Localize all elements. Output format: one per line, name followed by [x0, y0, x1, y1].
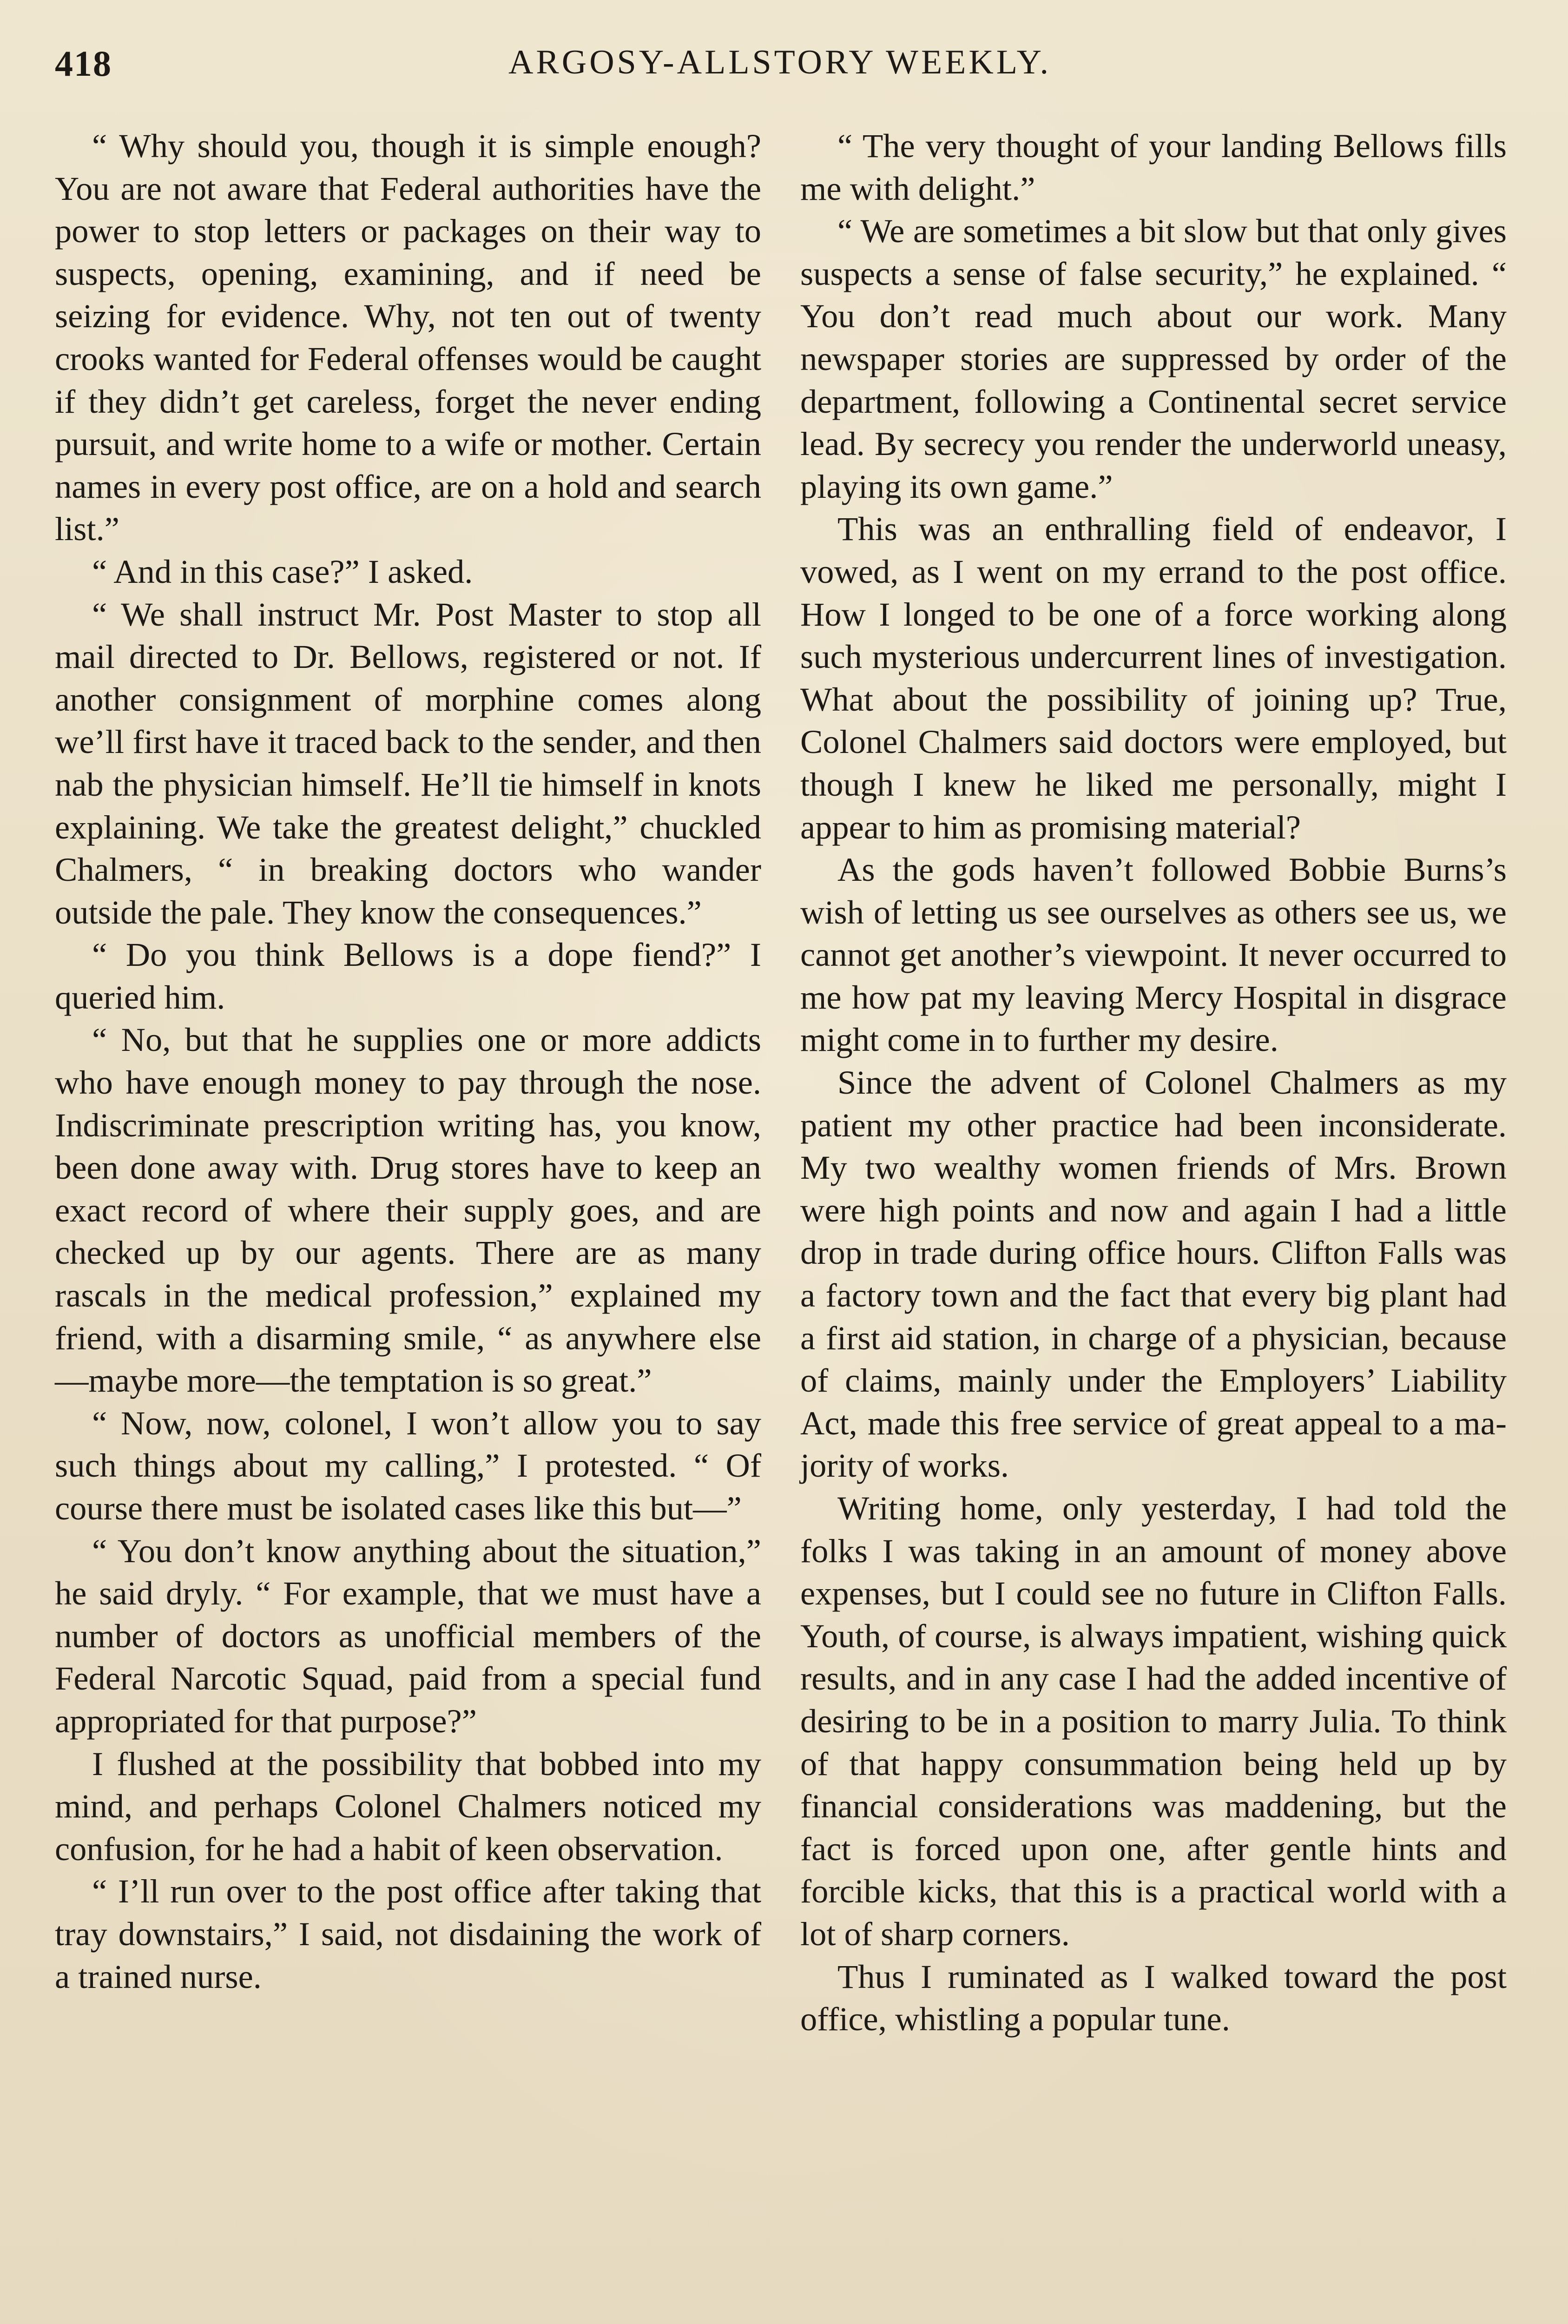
- paragraph: “ The very thought of your landing Bellows fills me with delight.”: [800, 127, 1507, 207]
- paragraph: “ And in this case?” I asked.: [92, 552, 473, 590]
- paragraph: “ Why should you, though it is simple enough? You are not aware that Federal authorities have the power to stop letters or packages on their way to suspects, opening, examining, and if need be seizing for evidence. Why, not ten out of twenty crooks wanted for Federal offenses would be caught if they didn’t get careless, forget the never ending pursuit, and write home to a wife or mother. Certain names in every post office, are on a hold and search list.”: [55, 127, 761, 548]
- paragraph: “ Now, now, colonel, I won’t allow you to say such things about my calling,” I protested. “ Of course there must be isolated cases like this but—”: [55, 1404, 761, 1527]
- paragraph: This was an enthralling field of endeavor, I vowed, as I went on my errand to the post office. How I longed to be one of a force working along such mysterious undercurrent lines of investigation. What about the possibility of joining up? True, Colonel Chalmers said doctors were employed, but though I knew he liked me personally, might I appear to him as promising material?: [800, 510, 1507, 846]
- paragraph: Writing home, only yesterday, I had told the folks I was taking in an amount of money above expenses, but I could see no future in Clifton Falls. Youth, of course, is always impatient, wishing quick results, and in any case I had the added incentive of desiring to be in a position to marry Julia. To think of that happy consummation being held up by financial considerations was maddening, but the fact is forced upon one, after gentle hints and forcible kicks, that this is a practical world with a lot of sharp corners.: [800, 1489, 1507, 1953]
- page-number: 418: [55, 43, 112, 84]
- left-column: [55, 125, 761, 1998]
- page-header: [55, 43, 1505, 94]
- running-head: ARGOSY-ALLSTORY WEEKLY.: [508, 43, 1052, 81]
- paragraph: “ No, but that he supplies one or more addicts who have enough money to pay through the nose. Indiscriminate prescription writing has, you know, been done away with. Drug stores have to keep an exact record of where their supply goes, and are checked up by our agents. There are as many rascals in the medical profession,” explained my friend, with a disarming smile, “ as anywhere else—maybe more—the temptation is so great.”: [55, 1021, 761, 1400]
- paragraph: I flushed at the possibility that bobbed into my mind, and perhaps Colonel Chalmers noticed my confusion, for he had a habit of keen observation.: [55, 1744, 761, 1868]
- paragraph: Since the advent of Colonel Chalmers as my patient my other practice had been inconsiderate. My two wealthy women friends of Mrs. Brown were high points and now and again I had a little drop in trade during office hours. Clifton Falls was a factory town and the fact that every big plant had a first aid station, in charge of a physician, because of claims, mainly under the Employers’ Liability Act, made this free service of great appeal to a majority of works.: [800, 1063, 1507, 1485]
- paragraph: As the gods haven’t followed Bobbie Burns’s wish of letting us see ourselves as others see us, we cannot get another’s viewpoint. It never occurred to me how pat my leaving Mercy Hospital in disgrace might come in to further my desire.: [800, 851, 1507, 1059]
- paragraph: “ We are sometimes a bit slow but that only gives suspects a sense of false security,” he explained. “ You don’t read much about our work. Many newspaper stories are suppressed by order of the department, following a Continental secret service lead. By secrecy you render the underworld uneasy, playing its own game.”: [800, 212, 1507, 505]
- paragraph: “ You don’t know anything about the situation,” he said dryly. “ For example, that we must have a number of doctors as unofficial members of the Federal Narcotic Squad, paid from a special fund appropriated for that purpose?”: [55, 1532, 761, 1740]
- paragraph: “ Do you think Bellows is a dope fiend?” I queried him.: [55, 936, 761, 1016]
- right-column: [800, 125, 1507, 2040]
- paragraph: Thus I ruminated as I walked toward the post office, whistling a popular tune.: [800, 1957, 1507, 2038]
- paragraph: “ We shall instruct Mr. Post Master to stop all mail directed to Dr. Bellows, registered or not. If another consignment of morphine comes along we’ll first have it traced back to the sender, and then nab the physician himself. He’ll tie himself in knots explaining. We take the greatest delight,” chuckled Chalmers, “ in breaking doctors who wander outside the pale. They know the consequences.”: [55, 595, 761, 931]
- paragraph: “ I’ll run over to the post office after taking that tray downstairs,” I said, not disdaining the work of a trained nurse.: [55, 1872, 761, 1995]
